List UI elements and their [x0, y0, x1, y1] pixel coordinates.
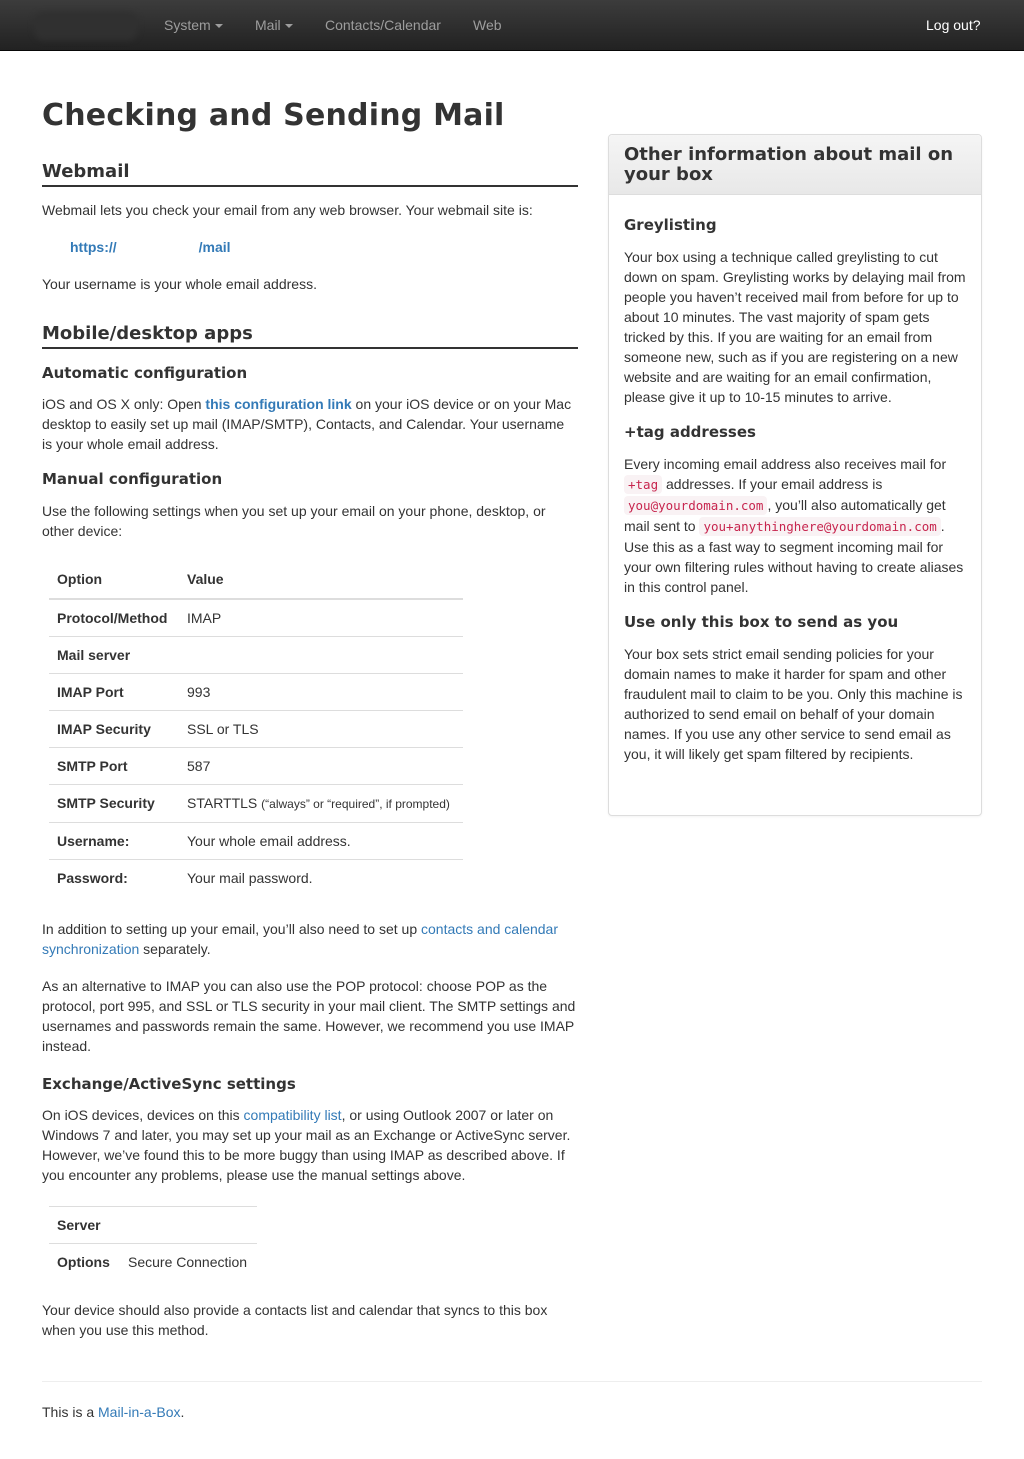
exchange-heading: Exchange/ActiveSync settings: [42, 1075, 296, 1093]
manual-settings-table: [49, 560, 463, 896]
exchange-text-after: , or using Outlook 2007 or later on Windows 7 and later, you may set up your mail as an Exchange or ActiveSync server. However, we’ve found this to be more buggy than using IMAP as described above. If you encounter any problems, please use the manual settings above.: [42, 1107, 571, 1183]
send-as-text: Your box sets strict email sending policies for your domain names to make it harder for spam and other fraudulent mail to claim to be you. Only this machine is authorized to send email on behalf of your domain names. If you use any other service to send email as you, it will likely get spam filtered by recipients.: [624, 646, 963, 762]
tag-addresses-text: [624, 454, 966, 597]
exchange-text: [42, 1105, 578, 1185]
footer-text-before: This is a: [42, 1404, 99, 1420]
value-cell: [179, 785, 463, 823]
value-cell: Your whole email address.: [179, 823, 463, 860]
auto-config-text-after: on your iOS device or on your Mac desktop to easily set up mail (IMAP/SMTP), Contacts, and Calendar. Your username is your whole email address.: [42, 396, 572, 452]
exchange-text-before: On iOS devices, devices on this: [42, 1107, 244, 1123]
value-text: STARTTLS: [187, 795, 258, 811]
column-header-option: Option: [49, 560, 179, 599]
webmail-heading: Webmail: [42, 160, 578, 187]
webmail-link-suffix: /mail: [198, 239, 231, 255]
nav-contacts-calendar[interactable]: [325, 15, 441, 35]
nav-web[interactable]: [473, 15, 502, 35]
value-cell: 993: [179, 674, 463, 711]
main-content: [42, 96, 578, 1340]
value-cell: 587: [179, 748, 463, 785]
table-row: [49, 711, 463, 748]
mail-in-a-box-link[interactable]: Mail-in-a-Box: [98, 1404, 181, 1420]
logout-link[interactable]: [926, 15, 981, 35]
tag-code-example: +tag: [624, 475, 662, 494]
table-row: [49, 637, 463, 674]
webmail-intro: Webmail lets you check your email from any web browser. Your webmail site is:: [42, 202, 533, 218]
contacts-note-before: In addition to setting up your email, you’ll also need to set up: [42, 921, 422, 937]
tag-text-4: . Use this as a fast way to segment incoming mail for your own filtering rules without having to create aliases in this control panel.: [624, 518, 964, 595]
option-cell: Mail server: [49, 637, 179, 674]
option-cell: Options: [49, 1244, 120, 1281]
email-code-example: you@yourdomain.com: [624, 496, 767, 515]
value-cell: Secure Connection: [120, 1244, 257, 1281]
caret-down-icon: [285, 24, 293, 28]
nav-system-label: System: [164, 17, 211, 33]
table-row: [49, 1244, 257, 1281]
value-cell-redacted: [120, 1207, 257, 1244]
auto-config-heading: Automatic configuration: [42, 364, 248, 382]
top-navbar: [0, 0, 1024, 51]
value-note: (“always” or “required”, if prompted): [261, 797, 450, 811]
apps-heading: Mobile/desktop apps: [42, 322, 578, 349]
nav-contacts-calendar-label: Contacts/Calendar: [325, 17, 441, 33]
column-header-value: Value: [179, 560, 463, 599]
option-cell: SMTP Security: [49, 785, 179, 823]
table-row: [49, 785, 463, 823]
panel-body: [609, 195, 981, 779]
value-cell: IMAP: [179, 599, 463, 637]
exchange-closing: Your device should also provide a contacts list and calendar that syncs to this box when you use this method.: [42, 1302, 548, 1338]
contacts-note-after: separately.: [139, 941, 211, 957]
caret-down-icon: [215, 24, 223, 28]
panel-heading: [609, 135, 981, 195]
footer: [42, 1402, 184, 1422]
configuration-link[interactable]: this configuration link: [205, 396, 352, 412]
option-cell: IMAP Security: [49, 711, 179, 748]
tag-text-1: Every incoming email address also receives mail for: [624, 456, 947, 472]
auto-config-text: [42, 394, 578, 454]
table-row: [49, 860, 463, 897]
auto-config-text-before: iOS and OS X only: Open: [42, 396, 206, 412]
webmail-username-note: Your username is your whole email address.: [42, 276, 317, 292]
option-cell: Username:: [49, 823, 179, 860]
manual-config-intro: Use the following settings when you set up your email on your phone, desktop, or other device:: [42, 503, 546, 539]
manual-config-heading: Manual configuration: [42, 470, 223, 488]
info-panel: [608, 134, 982, 816]
logout-label: Log out?: [926, 17, 981, 33]
nav-system-dropdown[interactable]: [164, 15, 223, 35]
option-cell: Password:: [49, 860, 179, 897]
value-cell: Your mail password.: [179, 860, 463, 897]
greylisting-text: Your box using a technique called greylisting to cut down on spam. Greylisting works by delaying mail from people you haven’t received mail from before for up to about 10 minutes. The vast majority of spam gets tricked by this. If you are waiting for an email from someone new, such as if you are registering on a new website and are waiting for an email confirmation, please give it up to 10-15 minutes to arrive.: [624, 249, 966, 405]
footer-text-after: .: [180, 1404, 185, 1420]
nav-web-label: Web: [473, 17, 502, 33]
tagged-email-code-example: you+anythinghere@yourdomain.com: [699, 517, 940, 536]
tag-text-3: , you’ll also automatically get mail sent to: [624, 497, 946, 534]
contacts-sync-note: [42, 919, 578, 959]
option-cell: IMAP Port: [49, 674, 179, 711]
option-cell: Server: [49, 1207, 120, 1244]
webmail-link[interactable]: [70, 239, 231, 255]
panel-title: Other information about mail on your box: [624, 144, 954, 185]
greylisting-heading: Greylisting: [624, 216, 717, 234]
table-row: [49, 674, 463, 711]
nav-mail-label: Mail: [255, 17, 281, 33]
table-row: [49, 599, 463, 637]
pop-note: As an alternative to IMAP you can also use the POP protocol: choose POP as the protocol, port 995, and SSL or TLS security in your mail client. The SMTP settings and usernames and passwords remain the same. However, we recommend you use IMAP instead.: [42, 978, 576, 1054]
table-row: [49, 748, 463, 785]
footer-divider: [42, 1381, 982, 1382]
table-row: [49, 1207, 257, 1244]
option-cell: Protocol/Method: [49, 599, 179, 637]
webmail-link-row: [42, 237, 578, 257]
tag-addresses-heading: +tag addresses: [624, 423, 756, 441]
value-cell: SSL or TLS: [179, 711, 463, 748]
nav-mail-dropdown[interactable]: [255, 15, 293, 35]
tag-text-2: addresses. If your email address is: [662, 476, 883, 492]
table-row: [49, 823, 463, 860]
send-as-heading: Use only this box to send as you: [624, 613, 899, 631]
page-title: Checking and Sending Mail: [42, 98, 505, 133]
webmail-link-prefix: https://: [70, 239, 117, 255]
option-cell: SMTP Port: [49, 748, 179, 785]
exchange-settings-table: [49, 1206, 257, 1280]
brand-logo[interactable]: [34, 12, 138, 40]
value-cell-redacted: [179, 637, 463, 674]
table-header-row: [49, 560, 463, 599]
compatibility-list-link[interactable]: compatibility list: [243, 1107, 342, 1123]
contacts-calendar-sync-link[interactable]: contacts and calendar synchronization: [42, 921, 558, 957]
